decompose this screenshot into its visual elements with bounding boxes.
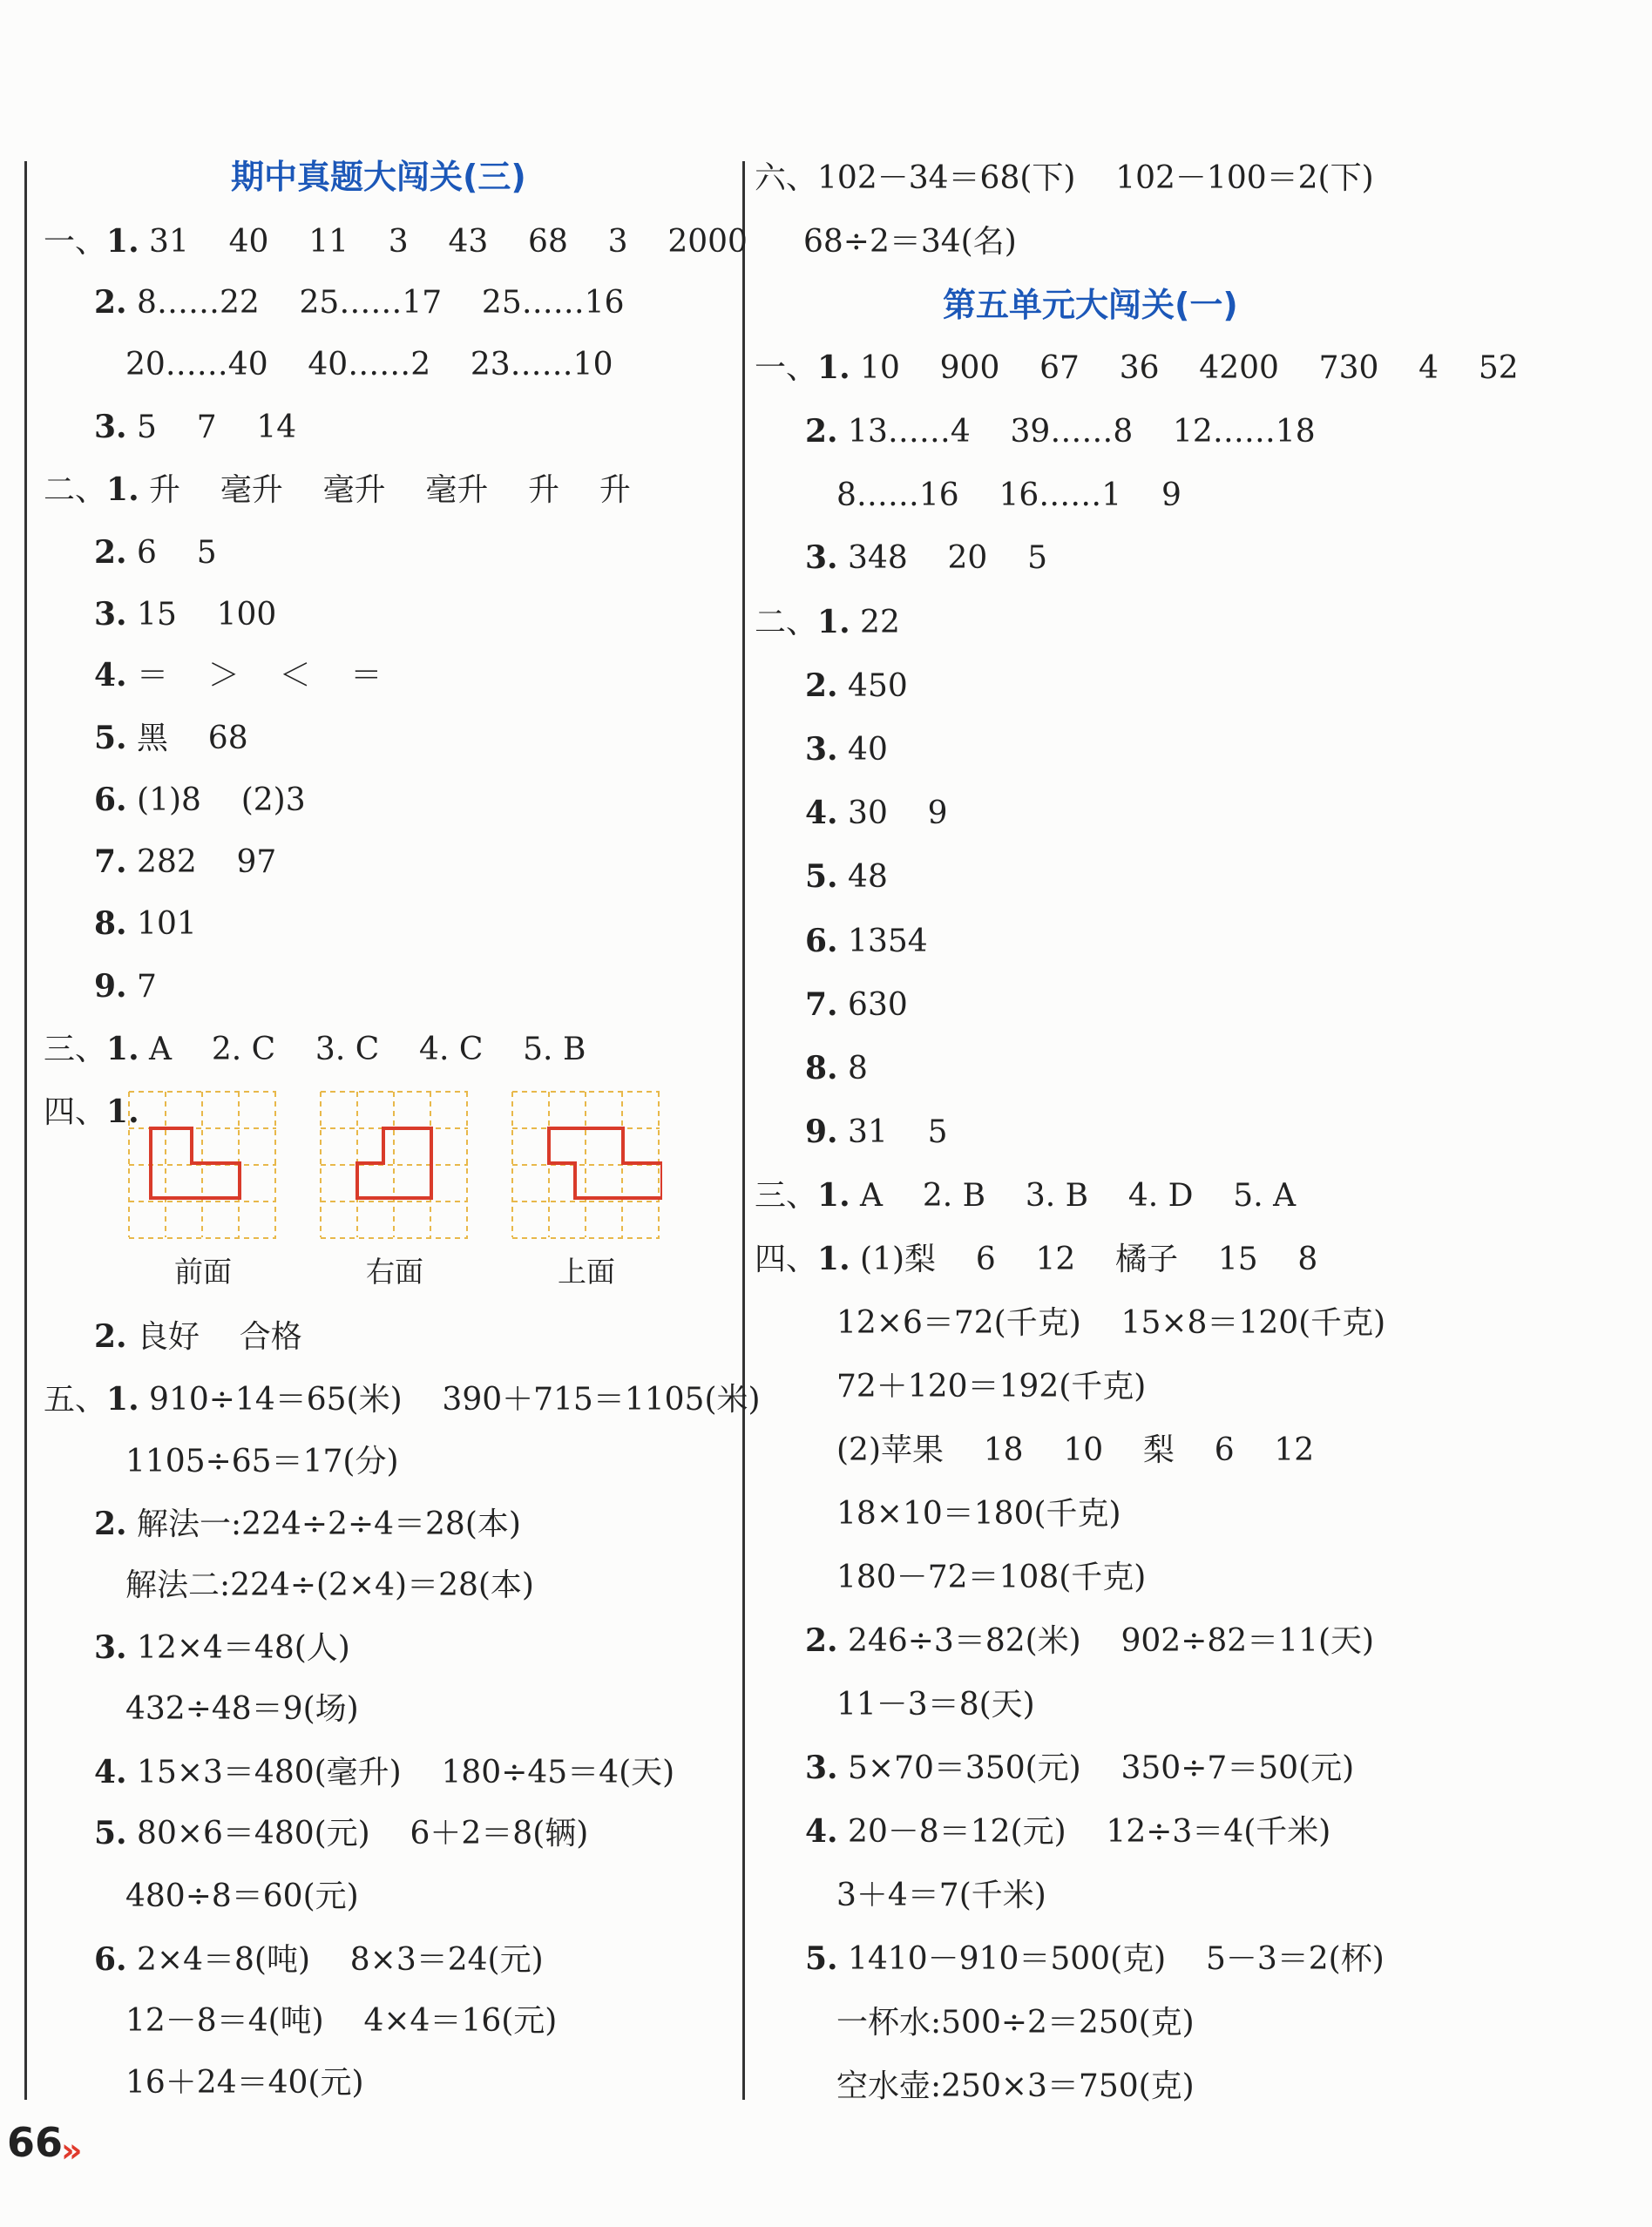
section-marker: 四、	[755, 1242, 818, 1277]
page-number: 66	[7, 2119, 64, 2166]
answer-text: 一杯水:500÷2＝250(克)	[836, 2005, 1195, 2041]
question-number: 3.	[94, 1629, 127, 1666]
section-marker: 二、	[44, 472, 107, 508]
answer-text: 18×10＝180(千克)	[836, 1496, 1121, 1532]
question-number: 4.	[805, 795, 838, 831]
view-grid-figure	[510, 1089, 662, 1242]
answer-line	[94, 656, 382, 695]
answer-text: 11－3＝8(天)	[836, 1687, 1035, 1723]
answer-text: 101	[126, 906, 197, 942]
answer-line	[44, 470, 631, 510]
answer-line	[94, 283, 625, 322]
answer-line	[836, 2003, 1195, 2042]
answer-text: 7	[126, 969, 157, 1005]
answer-line	[125, 1877, 359, 1916]
question-number: 6.	[94, 782, 127, 818]
answer-text: 282 97	[126, 844, 277, 880]
answer-line	[836, 1494, 1121, 1533]
answer-text: 102－34＝68(下) 102－100＝2(下)	[817, 160, 1374, 196]
answer-line	[836, 1558, 1146, 1597]
answer-text: 10 900 67 36 4200 730 4 52	[850, 350, 1519, 386]
answer-line	[805, 538, 1047, 578]
question-number: 8.	[94, 905, 127, 942]
question-number: 7.	[805, 986, 838, 1023]
answer-line	[125, 2063, 364, 2102]
answer-line	[44, 1380, 761, 1419]
section-title: 期中真题大闯关(三)	[231, 158, 526, 196]
question-number: 2.	[94, 1506, 127, 1542]
answer-text: 22	[850, 605, 900, 640]
answer-line	[94, 843, 276, 882]
answer-text: 180－72＝108(千克)	[836, 1560, 1147, 1595]
answer-line	[44, 222, 748, 261]
answer-text: 910÷14＝65(米) 390＋715＝1105(米)	[139, 1382, 761, 1418]
answer-text: 良好 合格	[126, 1319, 302, 1355]
answer-line	[94, 719, 248, 758]
question-number: 3.	[805, 731, 838, 768]
answer-text: 黑 68	[126, 721, 248, 756]
view-label: 上面	[558, 1255, 615, 1289]
answer-line	[125, 1566, 534, 1605]
answer-line	[805, 857, 888, 897]
answer-line	[94, 1505, 521, 1544]
answer-text: 72＋120＝192(千克)	[836, 1369, 1147, 1405]
answer-line	[805, 1939, 1385, 1979]
answer-text: 6 5	[126, 535, 217, 571]
answer-line	[755, 349, 1519, 388]
answer-text: 1105÷65＝17(分)	[125, 1444, 399, 1479]
answer-text: 8……22 25……17 25……16	[126, 285, 625, 321]
question-number: 1.	[817, 604, 850, 640]
section-marker: 二、	[755, 605, 818, 640]
answer-line	[836, 476, 1181, 515]
answer-text: 1354	[837, 924, 928, 959]
question-number: 1.	[106, 1381, 139, 1418]
section-marker: 六、	[755, 160, 818, 196]
left-column-rule	[24, 161, 27, 2100]
question-number: 3.	[94, 596, 127, 633]
answer-line	[755, 1176, 1296, 1215]
answer-text: 升 毫升 毫升 毫升 升 升	[139, 472, 631, 508]
answer-line	[94, 1940, 544, 1980]
answer-line	[94, 595, 276, 634]
question-number: 1.	[817, 349, 850, 386]
answer-line	[125, 1689, 359, 1729]
answer-text: 15×3＝480(毫升) 180÷45＝4(天)	[126, 1755, 675, 1790]
question-number: 3.	[805, 539, 838, 576]
center-column-rule	[742, 161, 745, 2100]
answer-line	[94, 1628, 350, 1668]
answer-text: ＝ ＞ ＜ ＝	[126, 658, 383, 694]
answer-text: 80×6＝480(元) 6＋2＝8(辆)	[126, 1816, 589, 1851]
question-number: 5.	[805, 1940, 838, 1977]
answer-text: 解法二:224÷(2×4)＝28(本)	[125, 1567, 534, 1603]
answer-line	[836, 1303, 1385, 1343]
answer-text: 12×6＝72(千克) 15×8＝120(千克)	[836, 1305, 1386, 1341]
answer-line	[805, 1113, 948, 1152]
question-number: 3.	[805, 1750, 838, 1786]
question-number: 7.	[94, 843, 127, 880]
answer-line	[94, 967, 157, 1006]
answer-text: 12×4＝48(人)	[126, 1630, 350, 1666]
question-number: 2.	[805, 1622, 838, 1659]
question-number: 9.	[94, 968, 127, 1005]
question-number: 5.	[94, 720, 127, 756]
answer-line	[805, 922, 928, 961]
answer-text: 480÷8＝60(元)	[125, 1878, 359, 1914]
answer-line	[805, 1749, 1354, 1788]
answer-text: 31 5	[837, 1114, 948, 1150]
answer-line	[755, 159, 1374, 198]
answer-text: A 2. C 3. C 4. C 5. B	[139, 1032, 586, 1067]
answer-line	[805, 730, 888, 769]
answer-text: 348 20 5	[837, 540, 1048, 576]
section-marker: 四、	[44, 1094, 107, 1130]
answer-text: (2)苹果 18 10 梨 6 12	[836, 1432, 1315, 1468]
question-number: 1.	[106, 1031, 139, 1067]
answer-text: (1)梨 6 12 橘子 15 8	[850, 1242, 1318, 1277]
answer-text: 5×70＝350(元) 350÷7＝50(元)	[837, 1750, 1355, 1786]
question-number: 4.	[94, 657, 127, 694]
view-label: 右面	[366, 1255, 423, 1289]
view-label: 前面	[174, 1255, 232, 1289]
answer-text: 16＋24＝40(元)	[125, 2065, 364, 2101]
answer-line	[805, 1049, 868, 1088]
answer-line	[805, 1621, 1374, 1661]
answer-line	[94, 1317, 302, 1357]
answer-text: 5 7 14	[126, 410, 297, 445]
question-number: 8.	[805, 1050, 838, 1086]
answer-text: 246÷3＝82(米) 902÷82＝11(天)	[837, 1623, 1375, 1659]
answer-text: A 2. B 3. B 4. D 5. A	[850, 1178, 1297, 1214]
answer-line	[755, 1240, 1317, 1279]
answer-text: 31 40 11 3 43 68 3 2000	[139, 224, 748, 260]
section-marker: 三、	[44, 1032, 107, 1067]
answer-line	[803, 222, 1017, 261]
answer-line	[836, 1685, 1035, 1724]
question-number: 5.	[94, 1815, 127, 1851]
answer-line	[755, 603, 900, 642]
answer-text: 8……16 16……1 9	[836, 477, 1181, 513]
section-marker: 三、	[755, 1178, 818, 1214]
question-number: 6.	[805, 923, 838, 959]
answer-line	[94, 1814, 588, 1853]
question-number: 2.	[94, 1318, 127, 1355]
view-grid-figure	[126, 1089, 279, 1242]
question-number: 1.	[106, 471, 139, 508]
answer-line	[836, 1876, 1046, 1915]
answer-line	[125, 345, 613, 384]
answer-line	[805, 985, 908, 1025]
question-number: 1.	[817, 1241, 850, 1277]
answer-line	[94, 1753, 674, 1792]
answer-text: 20－8＝12(元) 12÷3＝4(千米)	[837, 1814, 1331, 1850]
answer-text: 8	[837, 1051, 868, 1086]
question-number: 1.	[106, 223, 139, 260]
answer-line	[94, 904, 197, 944]
answer-text: 40	[837, 732, 888, 768]
answer-text: 空水壶:250×3＝750(克)	[836, 2068, 1195, 2104]
answer-text: (1)8 (2)3	[126, 782, 306, 818]
view-grid-figure	[318, 1089, 471, 1242]
answer-line	[805, 1812, 1330, 1851]
answer-text: 630	[837, 987, 908, 1023]
section-marker: 五、	[44, 1382, 107, 1418]
answer-text: 解法一:224÷2÷4＝28(本)	[126, 1506, 521, 1542]
question-number: 3.	[94, 409, 127, 445]
answer-text: 15 100	[126, 597, 277, 633]
answer-line	[94, 781, 306, 820]
page-chevron-icon: »	[61, 2131, 83, 2169]
answer-line	[125, 1442, 399, 1481]
answer-text: 432÷48＝9(场)	[125, 1691, 359, 1727]
answer-text: 68÷2＝34(名)	[803, 224, 1017, 260]
answer-line	[836, 2067, 1195, 2106]
section-marker: 一、	[44, 224, 107, 260]
answer-line	[836, 1431, 1314, 1470]
section-title: 第五单元大闯关(一)	[943, 286, 1238, 324]
answer-line	[94, 533, 217, 572]
question-number: 1.	[106, 1093, 139, 1130]
answer-line	[125, 2001, 557, 2041]
question-number: 9.	[805, 1114, 838, 1150]
answer-line	[44, 1030, 586, 1069]
question-number: 2.	[94, 534, 127, 571]
answer-text: 30 9	[837, 795, 948, 831]
answer-line	[805, 667, 908, 706]
question-number: 4.	[805, 1813, 838, 1850]
question-number: 2.	[805, 667, 838, 704]
section-marker: 一、	[755, 350, 818, 386]
answer-line	[44, 1093, 139, 1132]
answer-line	[836, 1367, 1146, 1406]
question-number: 6.	[94, 1941, 127, 1978]
answer-text: 20……40 40……2 23……10	[125, 347, 613, 382]
answer-text: 13……4 39……8 12……18	[837, 414, 1316, 450]
answer-line	[805, 412, 1316, 451]
answer-text: 450	[837, 668, 908, 704]
answer-line	[805, 794, 948, 833]
answer-text: 1410－910＝500(克) 5－3＝2(杯)	[837, 1941, 1385, 1977]
question-number: 1.	[817, 1177, 850, 1214]
question-number: 5.	[805, 858, 838, 895]
answer-text: 2×4＝8(吨) 8×3＝24(元)	[126, 1942, 544, 1978]
answer-text: 12－8＝4(吨) 4×4＝16(元)	[125, 2003, 558, 2039]
answer-text: 48	[837, 859, 888, 895]
question-number: 2.	[805, 413, 838, 450]
answer-text: 3＋4＝7(千米)	[836, 1878, 1046, 1913]
answer-line	[94, 408, 296, 447]
question-number: 4.	[94, 1754, 127, 1790]
question-number: 2.	[94, 284, 127, 321]
